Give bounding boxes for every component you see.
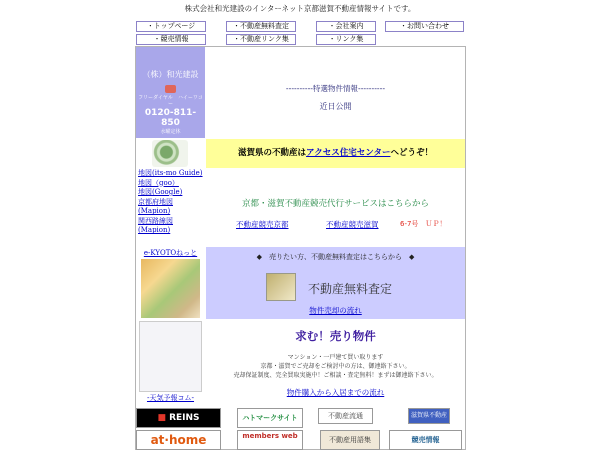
access-link[interactable]: アクセス住宅センター (306, 148, 391, 158)
holiday-note: 水曜定休 (160, 129, 181, 135)
ekyoto-cell (136, 247, 205, 319)
wanted-line-1: マンション・一戸建て買い取ります (287, 354, 384, 361)
hatomark-banner[interactable]: ハトマークサイト (237, 408, 303, 428)
nav-links-link[interactable]: ・リンク集 (328, 35, 364, 43)
plant-image (152, 140, 188, 167)
reins-mark: ■ (157, 413, 170, 423)
wanted-section (206, 320, 465, 405)
auction-update-note: 6-7号 ＵＰ！ (400, 220, 447, 228)
terms-banner[interactable]: 不動産用語集 (320, 430, 380, 450)
map-link-itsmo[interactable]: 地図(its-mo Guide) (138, 169, 203, 177)
sell-section (206, 247, 465, 319)
nav-top[interactable] (136, 21, 206, 32)
nav-contact[interactable] (385, 21, 464, 32)
nav-top-link[interactable]: ・トップページ (146, 22, 196, 30)
access-banner (206, 139, 465, 168)
map-links (136, 169, 205, 246)
map-link-kyoto-mapion[interactable]: (Mapion) (138, 207, 171, 215)
freedial-icon (165, 85, 176, 93)
nav-appraisal-link[interactable]: ・不動産無料査定 (233, 22, 289, 30)
members-web-banner[interactable]: members web (237, 430, 303, 450)
freedial-label: フリーダイヤル ハイーワコー (138, 95, 203, 107)
athome-banner[interactable]: at·home (136, 430, 221, 450)
map-link-kyoto[interactable]: 京都府地図 (138, 197, 173, 206)
nav-realestate-links[interactable] (226, 34, 296, 45)
phone-number: 0120-811-850 (144, 108, 197, 128)
auction-main-text: 京都・滋賀不動産競売代行サービスはこちらから (241, 199, 429, 209)
access-prefix: 滋賀県の不動産は (238, 148, 307, 158)
map-link-kansai-mapion[interactable]: (Mapion) (138, 226, 171, 234)
ekyoto-image[interactable] (141, 259, 200, 318)
purchase-flow-link[interactable]: 物件購入から入居までの流れ (286, 388, 385, 397)
wanted-line-3: 売却保証制度、完全買取実施中！ご相談・査定無料！まずは御連絡下さい。 (233, 372, 438, 379)
special-listing (206, 47, 465, 138)
weather-link[interactable]: -天気予報コム- (146, 394, 195, 402)
sell-flow-link[interactable]: 物件売却の流れ (309, 306, 362, 315)
plant-cell (136, 139, 205, 168)
sell-heading: ◆ 売りたい方、不動産無料査定はこちらから ◆ (256, 253, 415, 261)
map-link-goo[interactable]: 地図（goo） (138, 178, 179, 187)
weather-cell (136, 320, 205, 405)
auction-service (206, 169, 465, 246)
nav-company-link[interactable]: ・会社案内 (328, 22, 364, 30)
map-link-kansai[interactable]: 関西路線図 (138, 216, 173, 225)
special-heading: ----------特選物件情報---------- (285, 84, 386, 93)
ekyoto-link[interactable]: e-KYOTOねっと (143, 249, 198, 257)
reins-label: REINS (169, 413, 200, 423)
weather-map[interactable] (139, 321, 202, 392)
nav-links[interactable] (316, 34, 376, 45)
auction-kyoto-link[interactable]: 不動産競売京都 (236, 220, 289, 229)
intro-text: 株式会社和光建設のインターネット京都滋賀不動産情報サイトです。 (184, 4, 416, 13)
wanted-title: 求む！売り物件 (295, 329, 376, 343)
auction-info-banner[interactable]: 競売情報 (389, 430, 462, 450)
nav-contact-link[interactable]: ・お問い合わせ (400, 22, 449, 30)
nav-realestate-links-link[interactable]: ・不動産リンク集 (233, 35, 289, 43)
distribution-banner[interactable]: 不動産流通 (318, 408, 373, 424)
company-box (136, 47, 205, 138)
nav-company[interactable] (316, 21, 376, 32)
company-name: （株）和光建設 (142, 70, 199, 79)
appraisal-icon[interactable] (266, 273, 296, 301)
nav-appraisal[interactable] (226, 21, 296, 32)
special-sub: 近日公開 (319, 102, 352, 111)
reins-banner[interactable] (136, 408, 221, 428)
appraisal-title[interactable]: 不動産無料査定 (308, 282, 393, 296)
auction-shiga-link[interactable]: 不動産競売滋賀 (326, 220, 379, 229)
shiga-info-banner[interactable]: 滋賀県不動産 (408, 408, 450, 424)
nav-auction[interactable] (136, 34, 206, 45)
nav-auction-link[interactable]: ・競売情報 (153, 35, 189, 43)
access-suffix: へどうぞ！ (390, 148, 433, 158)
wanted-line-2: 京都・滋賀でご売却をご検討中の方は、御連絡下さい。 (260, 363, 411, 370)
map-link-google[interactable]: 地図(Google) (138, 188, 183, 196)
